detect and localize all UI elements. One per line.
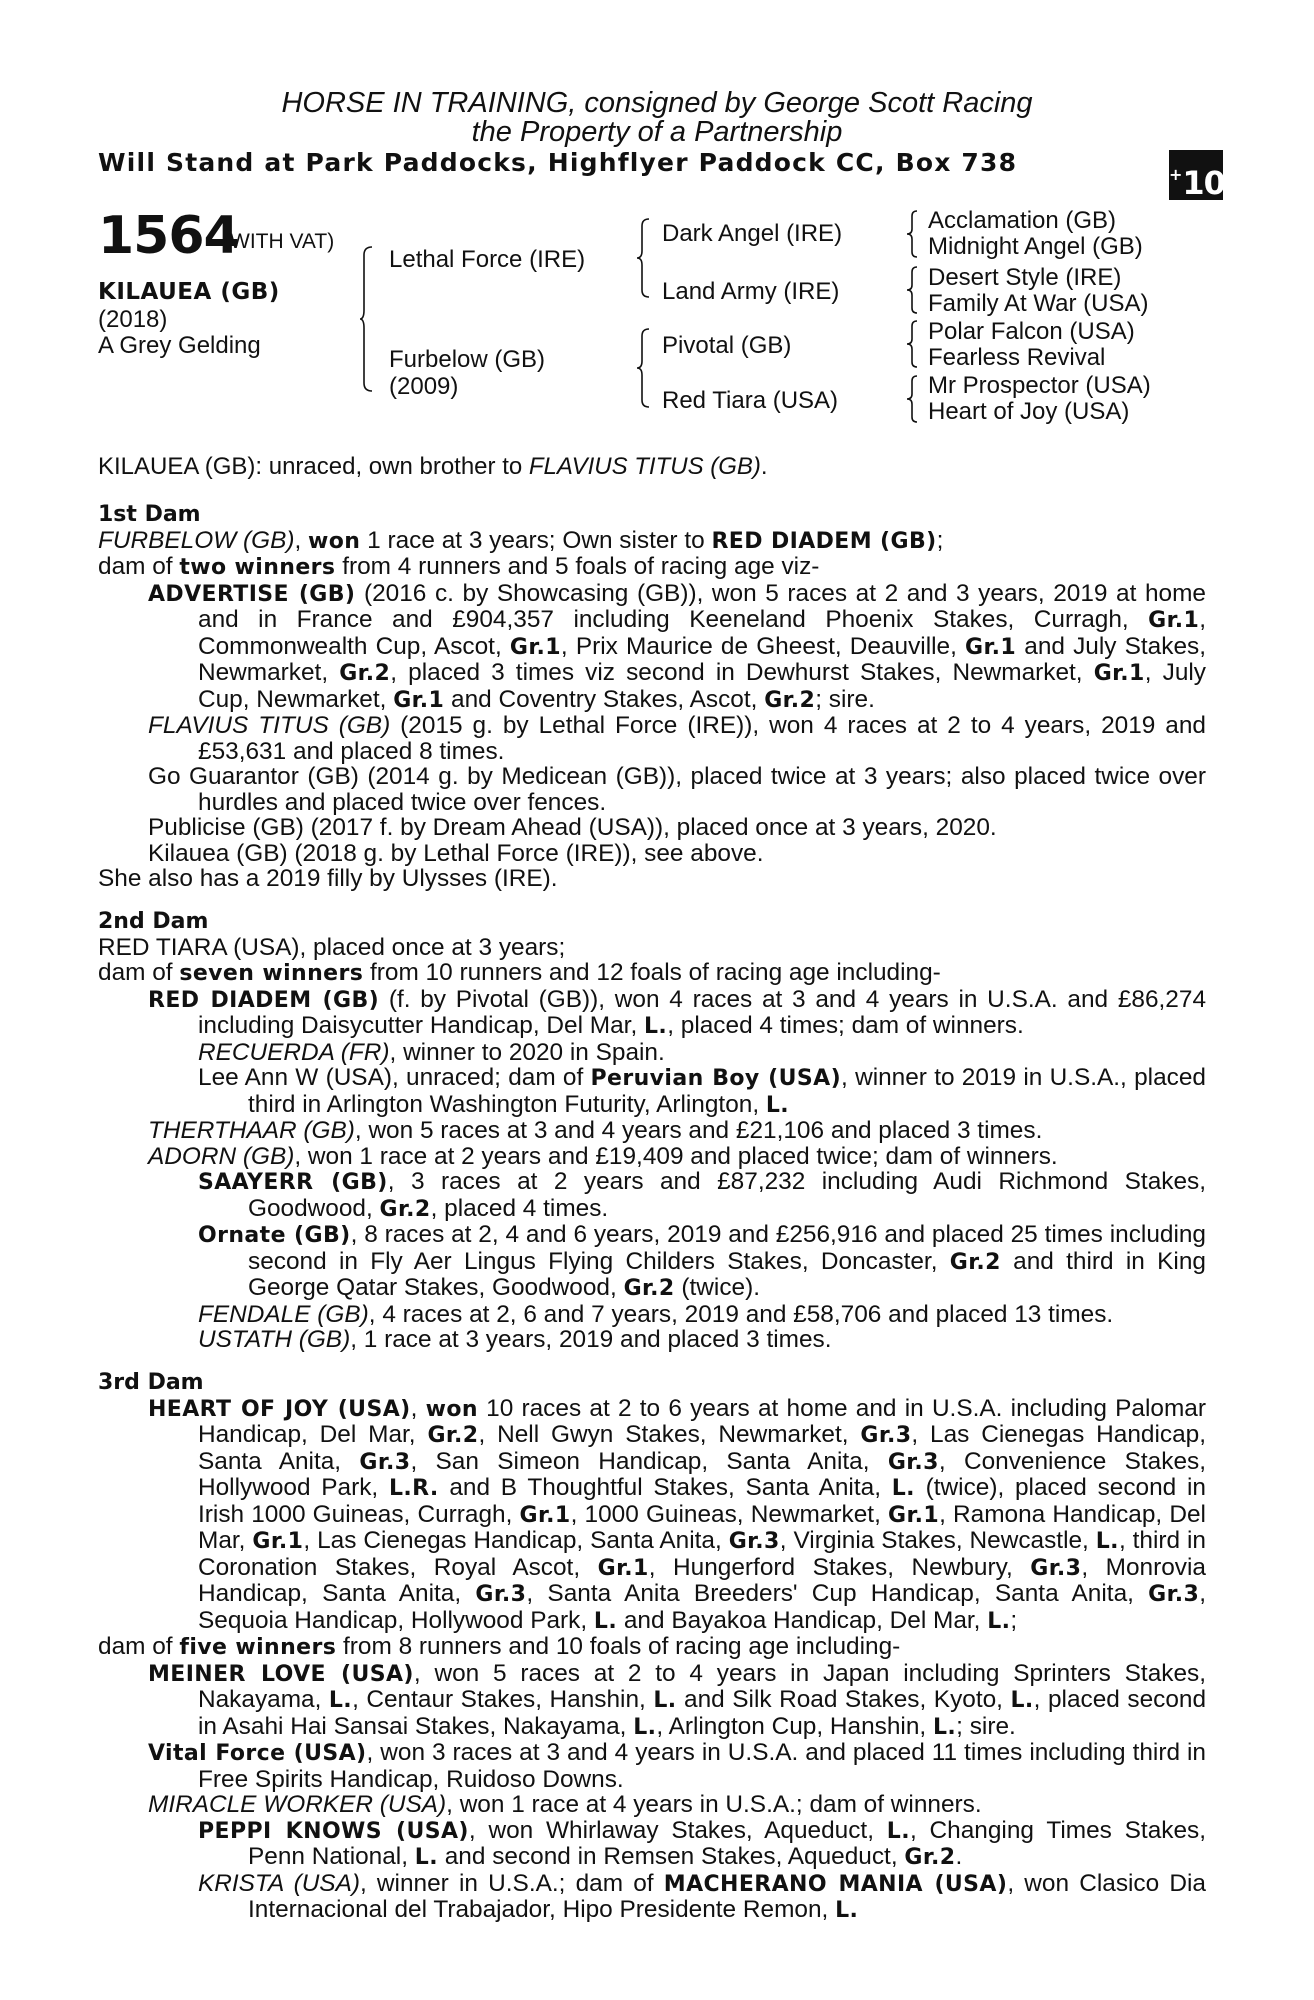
- pedigree-sds: Desert Style (IRE): [928, 264, 1122, 291]
- third-dam-heading: 3rd Dam: [98, 1370, 204, 1395]
- produce-go-guarantor: Go Guarantor (GB) (2014 g. by Medicean (GB)), placed twice at 3 years; also placed twice over hurdles and placed twice over fences.: [148, 763, 1206, 816]
- pedigree-brace-ss: [907, 210, 919, 258]
- second-dam-intro: RED TIARA (USA), placed once at 3 years;: [98, 933, 566, 961]
- produce-saayerr: SAAYERR (GB), 3 races at 2 years and £87,232 including Audi Richmond Stakes, Goodwood, Gr.2, placed 4 times.: [198, 1168, 1206, 1222]
- produce-flavius-titus: FLAVIUS TITUS (GB) (2015 g. by Lethal Force (IRE)), won 4 races at 2 to 4 years, 2019 and £53,631 and placed 8 times.: [148, 712, 1206, 765]
- summary-brother: FLAVIUS TITUS (GB): [528, 453, 761, 480]
- horse-year: (2018): [98, 306, 168, 333]
- second-dam-section: [98, 909, 1206, 1353]
- pedigree-dam: Furbelow (GB): [389, 346, 546, 373]
- third-dam-produce-summary: dam of five winners from 8 runners and 10 foals of racing age including-: [98, 1633, 901, 1660]
- third-dam-intro: HEART OF JOY (USA), won 10 races at 2 to 6 years at home and in U.S.A. including Palomar Handicap, Del Mar, Gr.2, Nell Gwyn Stakes, Newmarket, Gr.3, Las Cienegas Handicap, Santa Anita, Gr.3, San Simeon Handicap, Santa Anita, Gr.3, Convenience Stakes, Hollywood Park, L.R. and B Thoughtful Stakes, Santa Anita, L. (twice), placed second in Irish 1000 Guineas, Curragh, Gr.1, 1000 Guineas, Newmarket, Gr.1, Ramona Handicap, Del Mar, Gr.1, Las Cienegas Handicap, Santa Anita, Gr.3, Virginia Stakes, Newcastle, L., third in Coronation Stakes, Royal Ascot, Gr.1, Hungerford Stakes, Newbury, Gr.3, Monrovia Handicap, Santa Anita, Gr.3, Santa Anita Breeders' Cup Handicap, Santa Anita, Gr.3, Sequoia Handicap, Hollywood Park, L. and Bayakoa Handicap, Del Mar, L.;: [148, 1394, 1206, 1634]
- produce-publicise: Publicise (GB) (2017 f. by Dream Ahead (USA)), placed once at 3 years, 2020.: [148, 814, 997, 841]
- session-badge: [1169, 150, 1223, 200]
- pedigree-sire-sire: Dark Angel (IRE): [662, 220, 843, 247]
- produce-miracle-worker: MIRACLE WORKER (USA), won 1 race at 4 years in U.S.A.; dam of winners.: [148, 1791, 982, 1818]
- pedigree-brace-dam: [637, 328, 651, 408]
- pedigree-sire-dam: Land Army (IRE): [662, 278, 840, 305]
- lot-vat: (WITH VAT): [223, 230, 335, 253]
- badge-number: 10: [1182, 164, 1225, 202]
- pedigree-dsd: Fearless Revival: [928, 344, 1106, 371]
- header-property: the Property of a Partnership: [471, 116, 843, 148]
- produce-red-diadem: RED DIADEM (GB) (f. by Pivotal (GB)), won 4 races at 3 and 4 years in U.S.A. and £86,274 including Daisycutter Handicap, Del Mar, L., placed 4 times; dam of winners.: [148, 985, 1207, 1039]
- produce-advertise: ADVERTISE (GB) (2016 c. by Showcasing (GB)), won 5 races at 2 and 3 years, 2019 at home and in France and £904,357 including Keeneland Phoenix Stakes, Curragh, Gr.1, Commonwealth Cup, Ascot, Gr.1, Prix Maurice de Gheest, Deauville, Gr.1 and July Stakes, Newmarket, Gr.2, placed 3 times viz second in Dewhurst Stakes, Newmarket, Gr.1, July Cup, Newmarket, Gr.1 and Coventry Stakes, Ascot, Gr.2; sire.: [148, 579, 1207, 713]
- second-dam-heading: 2nd Dam: [98, 909, 209, 934]
- pedigree-dss: Polar Falcon (USA): [928, 318, 1135, 345]
- produce-meiner-love: MEINER LOVE (USA), won 5 races at 2 to 4 years in Japan including Sprinters Stakes, Nakayama, L., Centaur Stakes, Hanshin, L. and Silk Road Stakes, Kyoto, L., placed second in Asahi Hai Sansai Stakes, Nakayama, L., Arlington Cup, Hanshin, L.; sire.: [148, 1659, 1207, 1740]
- header-location: Will Stand at Park Paddocks, Highflyer Paddock CC, Box 738: [98, 148, 1018, 177]
- first-dam-heading: 1st Dam: [98, 502, 201, 527]
- pedigree-dam-sire: Pivotal (GB): [662, 332, 792, 359]
- produce-lee-ann-w: Lee Ann W (USA), unraced; dam of Peruvian Boy (USA), winner to 2019 in U.S.A., placed third in Arlington Washington Futurity, Arlington, L.: [198, 1064, 1206, 1118]
- pedigree-brace-sd: [907, 266, 919, 314]
- pedigree-brace-dd: [907, 375, 919, 423]
- horse-description: A Grey Gelding: [98, 332, 261, 359]
- produce-peppi-knows: PEPPI KNOWS (USA), won Whirlaway Stakes, Aqueduct, L., Changing Times Stakes, Penn National, L. and second in Remsen Stakes, Aqueduct, Gr.2.: [198, 1816, 1206, 1870]
- produce-vital-force: Vital Force (USA), won 3 races at 3 and 4 years in U.S.A. and placed 11 times including third in Free Spirits Handicap, Ruidoso Downs.: [148, 1739, 1206, 1793]
- pedigree-brace-sire: [637, 218, 651, 298]
- produce-ornate: Ornate (GB), 8 races at 2, 4 and 6 years, 2019 and £256,916 and placed 25 times including second in Fly Aer Lingus Flying Childers Stakes, Doncaster, Gr.2 and third in King George Qatar Stakes, Goodwood, Gr.2 (twice).: [198, 1221, 1206, 1301]
- produce-fendale: FENDALE (GB), 4 races at 2, 6 and 7 years, 2019 and £58,706 and placed 13 times.: [198, 1300, 1114, 1328]
- pedigree-dam-year: (2009): [389, 373, 459, 400]
- produce-krista: KRISTA (USA), winner in U.S.A.; dam of MACHERANO MANIA (USA), won Clasico Dia Internacional del Trabajador, Hipo Presidente Remon, L.: [198, 1869, 1206, 1923]
- badge-plus: +: [1169, 165, 1182, 184]
- produce-ustath: USTATH (GB), 1 race at 3 years, 2019 and placed 3 times.: [198, 1326, 832, 1353]
- produce-recuerda: RECUERDA (FR), winner to 2020 in Spain.: [198, 1038, 665, 1066]
- pedigree-ssd: Midnight Angel (GB): [928, 233, 1143, 260]
- second-dam-produce-summary: dam of seven winners from 10 runners and 12 foals of racing age including-: [98, 959, 941, 986]
- pedigree-sss: Acclamation (GB): [928, 207, 1117, 234]
- horse-name: KILAUEA (GB): [98, 279, 280, 305]
- produce-kilauea: Kilauea (GB) (2018 g. by Lethal Force (IRE)), see above.: [148, 839, 764, 867]
- pedigree-sire: Lethal Force (IRE): [389, 246, 586, 273]
- summary-suffix: .: [760, 453, 768, 480]
- pedigree-sdd: Family At War (USA): [928, 290, 1149, 317]
- first-dam-produce-summary: dam of two winners from 4 runners and 5 foals of racing age viz-: [98, 553, 820, 580]
- header-consignor: HORSE IN TRAINING, consigned by George Scott Racing: [281, 87, 1033, 119]
- first-dam-note: She also has a 2019 filly by Ulysses (IRE).: [98, 865, 558, 892]
- pedigree-brace-ds: [907, 320, 919, 368]
- third-dam-section: [98, 1370, 1206, 1924]
- first-dam-intro: FURBELOW (GB), won 1 race at 3 years; Own sister to RED DIADEM (GB);: [98, 526, 944, 554]
- pedigree-brace-main: [360, 246, 374, 392]
- produce-therthaar: THERTHAAR (GB), won 5 races at 3 and 4 years and £21,106 and placed 3 times.: [148, 1117, 1043, 1144]
- pedigree-ddd: Heart of Joy (USA): [928, 398, 1130, 425]
- horse-summary: [98, 453, 768, 481]
- summary-text: KILAUEA (GB): unraced, own brother to: [98, 453, 529, 480]
- pedigree-dam-dam: Red Tiara (USA): [662, 387, 839, 414]
- pedigree-dds: Mr Prospector (USA): [928, 372, 1151, 399]
- first-dam-section: [98, 502, 1206, 892]
- produce-adorn: ADORN (GB), won 1 race at 2 years and £19,409 and placed twice; dam of winners.: [148, 1142, 1058, 1170]
- lot-number: 1564: [98, 206, 239, 266]
